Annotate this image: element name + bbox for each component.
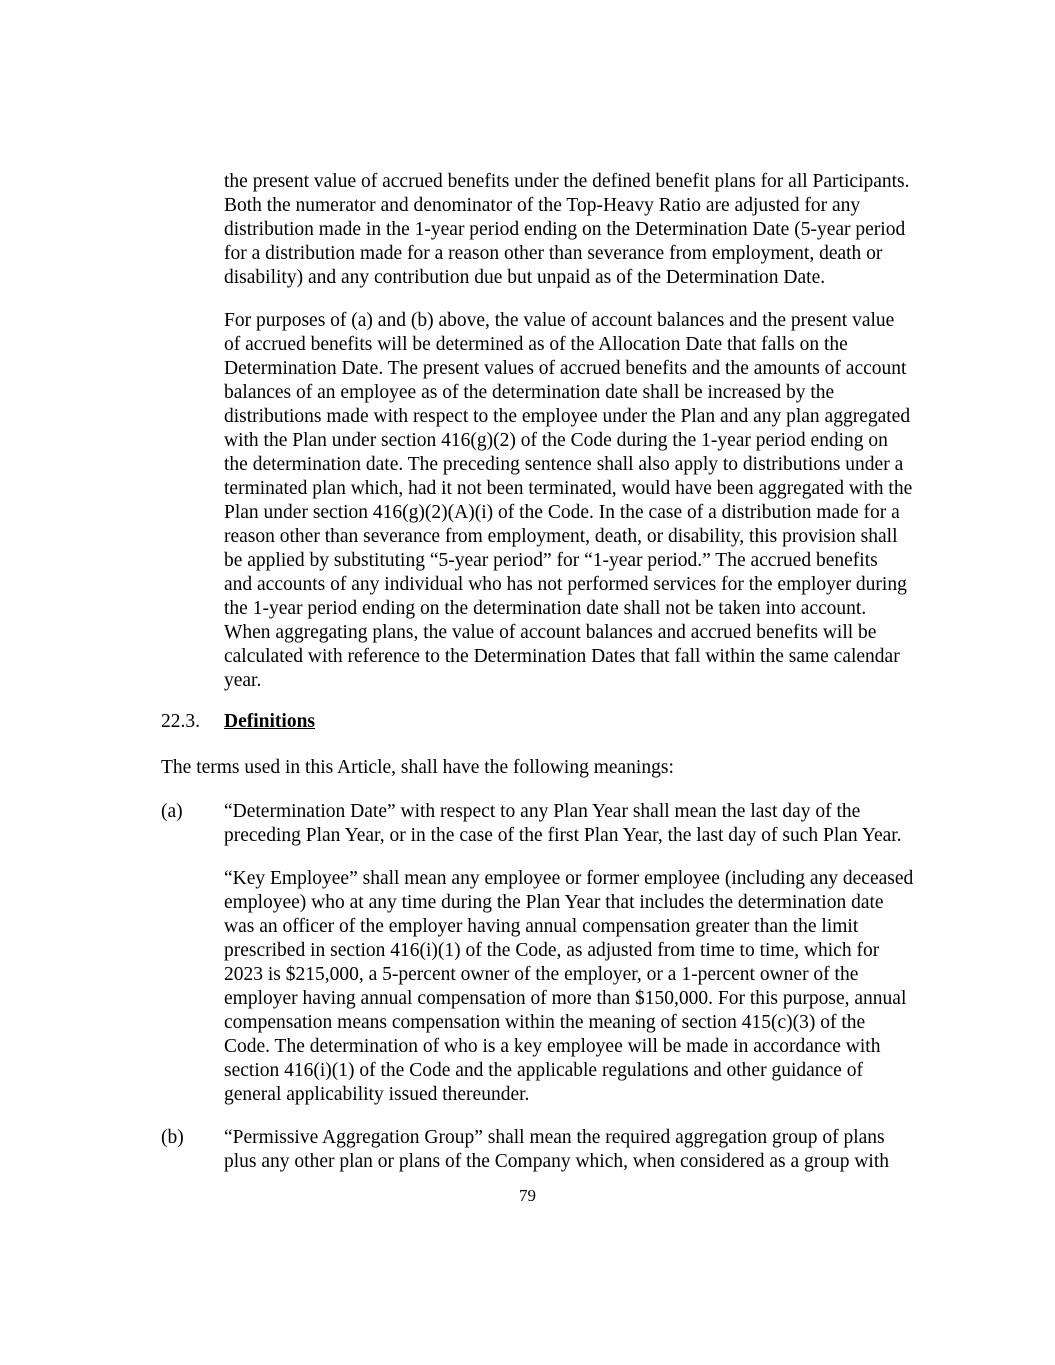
item-label: (a) bbox=[161, 801, 183, 822]
text-line: Code. The determination of who is a key employee will be made in accordance with bbox=[224, 1036, 881, 1057]
text-line: compensation means compensation within the meaning of section 415(c)(3) of the bbox=[224, 1012, 866, 1033]
definitions-intro bbox=[161, 756, 961, 780]
paragraph-continuation bbox=[224, 170, 964, 290]
text-line: employer having annual compensation of more than $150,000. For this purpose, annual bbox=[224, 988, 907, 1009]
text-line: distributions made with respect to the employee under the Plan and any plan aggregated bbox=[224, 406, 911, 427]
text-line: for a distribution made for a reason other than severance from employment, death or bbox=[224, 243, 883, 264]
text-line: with the Plan under section 416(g)(2) of the Code during the 1-year period ending on bbox=[224, 430, 888, 451]
text-line: employee) who at any time during the Plan Year that includes the determination date bbox=[224, 892, 884, 913]
section-title: Definitions bbox=[224, 711, 316, 732]
text-line: reason other than severance from employment, death, or disability, this provision shall bbox=[224, 526, 898, 547]
text-line: calculated with reference to the Determination Dates that fall within the same calendar bbox=[224, 646, 900, 667]
item-text bbox=[224, 800, 964, 848]
text-line: preceding Plan Year, or in the case of the first Plan Year, the last day of such Plan Year. bbox=[224, 825, 902, 846]
section-number: 22.3. bbox=[161, 711, 200, 732]
text-line: was an officer of the employer having annual compensation greater than the limit bbox=[224, 916, 859, 937]
text-line: When aggregating plans, the value of account balances and accrued benefits will be bbox=[224, 622, 877, 643]
text-line: year. bbox=[224, 670, 262, 691]
text-line: the determination date. The preceding sentence shall also apply to distributions under a bbox=[224, 454, 904, 475]
text-line: Determination Date. The present values of accrued benefits and the amounts of account bbox=[224, 358, 907, 379]
text-line: terminated plan which, had it not been terminated, would have been aggregated with the bbox=[224, 478, 913, 499]
text-line: distribution made in the 1-year period ending on the Determination Date (5-year period bbox=[224, 219, 906, 240]
item-text bbox=[224, 1126, 964, 1174]
key-employee-paragraph bbox=[224, 867, 964, 1107]
text-line: prescribed in section 416(i)(1) of the Code, as adjusted from time to time, which for bbox=[224, 940, 880, 961]
text-line: 2023 is $215,000, a 5-percent owner of the employer, or a 1-percent owner of the bbox=[224, 964, 859, 985]
text-line: Both the numerator and denominator of the Top-Heavy Ratio are adjusted for any bbox=[224, 195, 861, 216]
text-line: Plan under section 416(g)(2)(A)(i) of the Code. In the case of a distribution made for a bbox=[224, 502, 900, 523]
text-line: and accounts of any individual who has not performed services for the employer during bbox=[224, 574, 907, 595]
text-line: of accrued benefits will be determined as of the Allocation Date that falls on the bbox=[224, 334, 848, 355]
text-line: the 1-year period ending on the determination date shall not be taken into account. bbox=[224, 598, 867, 619]
text-line: For purposes of (a) and (b) above, the value of account balances and the present value bbox=[224, 310, 895, 331]
text-line: “Permissive Aggregation Group” shall mean the required aggregation group of plans bbox=[224, 1127, 885, 1148]
text-line: balances of an employee as of the determination date shall be increased by the bbox=[224, 382, 835, 403]
page-number: 79 bbox=[519, 1186, 536, 1205]
text-line: “Key Employee” shall mean any employee or former employee (including any deceased bbox=[224, 868, 914, 889]
item-label: (b) bbox=[161, 1127, 184, 1148]
text-line: general applicability issued thereunder. bbox=[224, 1084, 530, 1105]
text-line: be applied by substituting “5-year period” for “1-year period.” The accrued benefits bbox=[224, 550, 878, 571]
text-line: section 416(i)(1) of the Code and the applicable regulations and other guidance of bbox=[224, 1060, 863, 1081]
text-line: plus any other plan or plans of the Company which, when considered as a group with bbox=[224, 1151, 890, 1172]
text-line: the present value of accrued benefits under the defined benefit plans for all Participants. bbox=[224, 171, 910, 192]
paragraph-valuation bbox=[224, 309, 964, 693]
text-line: The terms used in this Article, shall have the following meanings: bbox=[161, 757, 674, 778]
text-line: disability) and any contribution due but unpaid as of the Determination Date. bbox=[224, 267, 826, 288]
text-line: “Determination Date” with respect to any Plan Year shall mean the last day of the bbox=[224, 801, 861, 822]
